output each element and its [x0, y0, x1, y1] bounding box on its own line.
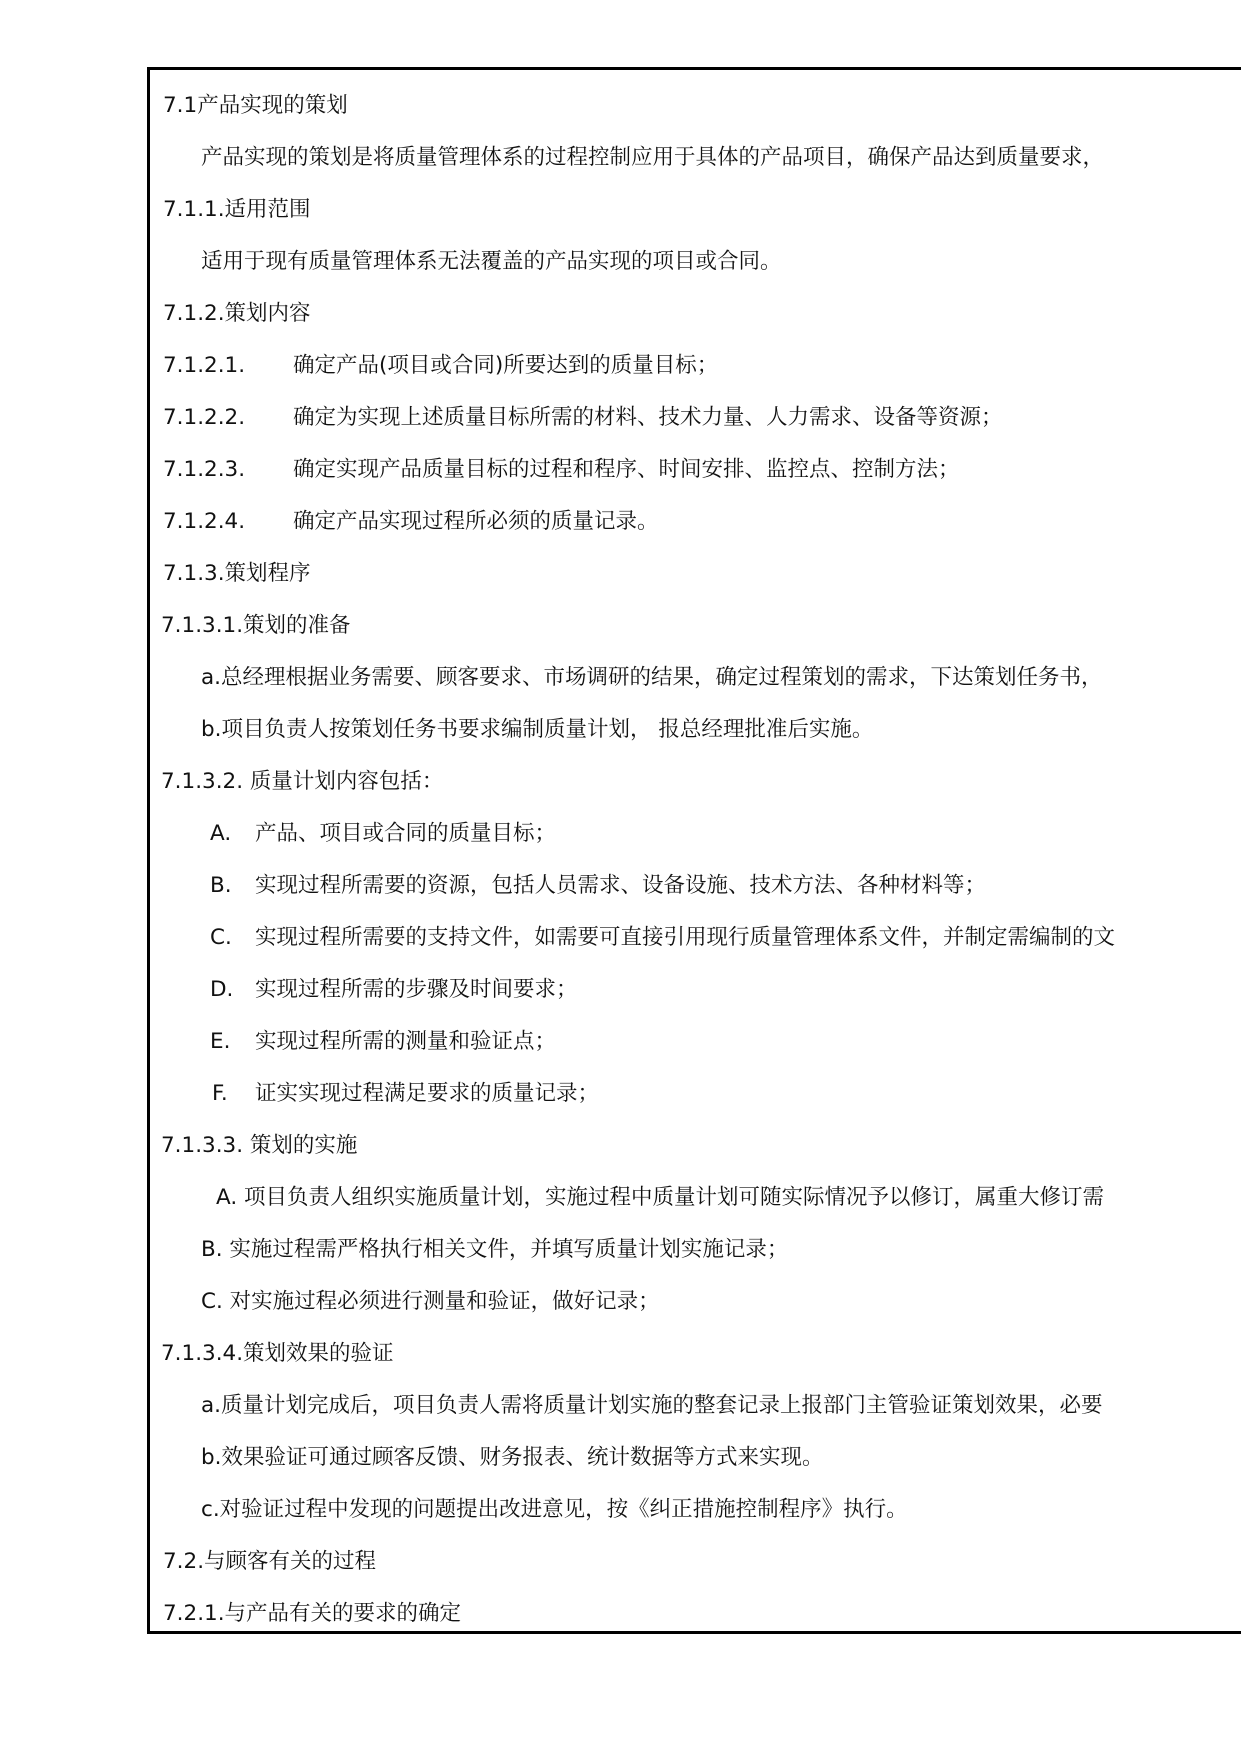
- item-text-7-1-2-2: 确定为实现上述质量目标所需的材料、技术力量、人力需求、设备等资源；: [293, 405, 1003, 430]
- document-frame: [147, 67, 1241, 1634]
- list-text-c: 实现过程所需要的支持文件，如需要可直接引用现行质量管理体系文件，并制定需编制的文: [255, 925, 1116, 950]
- list-text-e: 实现过程所需的测量和验证点；: [255, 1029, 557, 1054]
- list-text-a: 产品、项目或合同的质量目标；: [255, 821, 557, 846]
- paragraph-7-1-3-4-b: b.效果验证可通过顾客反馈、财务报表、统计数据等方式来实现。: [201, 1445, 824, 1470]
- heading-7-1-3: 7.1.3.策划程序: [163, 561, 311, 586]
- paragraph-7-1-1: 适用于现有质量管理体系无法覆盖的产品实现的项目或合同。: [201, 249, 782, 274]
- heading-7-1-1: 7.1.1.适用范围: [163, 197, 311, 222]
- list-letter-e: E.: [210, 1029, 231, 1054]
- heading-7-1: 7.1产品实现的策划: [163, 93, 348, 118]
- item-text-7-1-2-3: 确定实现产品质量目标的过程和程序、时间安排、监控点、控制方法；: [293, 457, 960, 482]
- item-text-7-1-2-1: 确定产品(项目或合同)所要达到的质量目标；: [293, 353, 719, 378]
- list-letter-c: C.: [210, 925, 232, 950]
- paragraph-7-1-3-1-a: a.总经理根据业务需要、顾客要求、市场调研的结果，确定过程策划的需求，下达策划任务书，: [201, 665, 1103, 690]
- heading-7-2: 7.2.与顾客有关的过程: [163, 1549, 377, 1574]
- paragraph-7-1-3-3-a: A. 项目负责人组织实施质量计划，实施过程中质量计划可随实际情况予以修订，属重大修订需: [216, 1185, 1105, 1210]
- list-text-d: 实现过程所需的步骤及时间要求；: [255, 977, 578, 1002]
- list-text-b: 实现过程所需要的资源，包括人员需求、设备设施、技术方法、各种材料等；: [255, 873, 987, 898]
- paragraph-7-1: 产品实现的策划是将质量管理体系的过程控制应用于具体的产品项目，确保产品达到质量要求，: [201, 145, 1105, 170]
- paragraph-7-1-3-1-b: b.项目负责人按策划任务书要求编制质量计划， 报总经理批准后实施。: [201, 717, 874, 742]
- heading-7-1-3-1: 7.1.3.1.策划的准备: [161, 613, 351, 638]
- heading-7-1-3-3: 7.1.3.3. 策划的实施: [161, 1133, 358, 1158]
- item-number-7-1-2-3: 7.1.2.3.: [163, 457, 246, 482]
- item-number-7-1-2-2: 7.1.2.2.: [163, 405, 246, 430]
- paragraph-7-1-3-3-c: C. 对实施过程必须进行测量和验证，做好记录；: [201, 1289, 660, 1314]
- list-letter-f: F.: [212, 1081, 228, 1106]
- item-number-7-1-2-4: 7.1.2.4.: [163, 509, 246, 534]
- list-letter-a: A.: [210, 821, 232, 846]
- heading-7-1-2: 7.1.2.策划内容: [163, 301, 311, 326]
- item-number-7-1-2-1: 7.1.2.1.: [163, 353, 246, 378]
- list-text-f: 证实实现过程满足要求的质量记录；: [255, 1081, 600, 1106]
- heading-7-1-3-4: 7.1.3.4.策划效果的验证: [161, 1341, 394, 1366]
- paragraph-7-1-3-4-c: c.对验证过程中发现的问题提出改进意见，按《纠正措施控制程序》执行。: [201, 1497, 908, 1522]
- item-text-7-1-2-4: 确定产品实现过程所必须的质量记录。: [293, 509, 659, 534]
- heading-7-2-1: 7.2.1.与产品有关的要求的确定: [163, 1601, 462, 1626]
- paragraph-7-1-3-3-b: B. 实施过程需严格执行相关文件，并填写质量计划实施记录；: [201, 1237, 789, 1262]
- heading-7-1-3-2: 7.1.3.2. 质量计划内容包括：: [161, 769, 444, 794]
- paragraph-7-1-3-4-a: a.质量计划完成后，项目负责人需将质量计划实施的整套记录上报部门主管验证策划效果，必要: [201, 1393, 1103, 1418]
- list-letter-b: B.: [210, 873, 232, 898]
- list-letter-d: D.: [210, 977, 234, 1002]
